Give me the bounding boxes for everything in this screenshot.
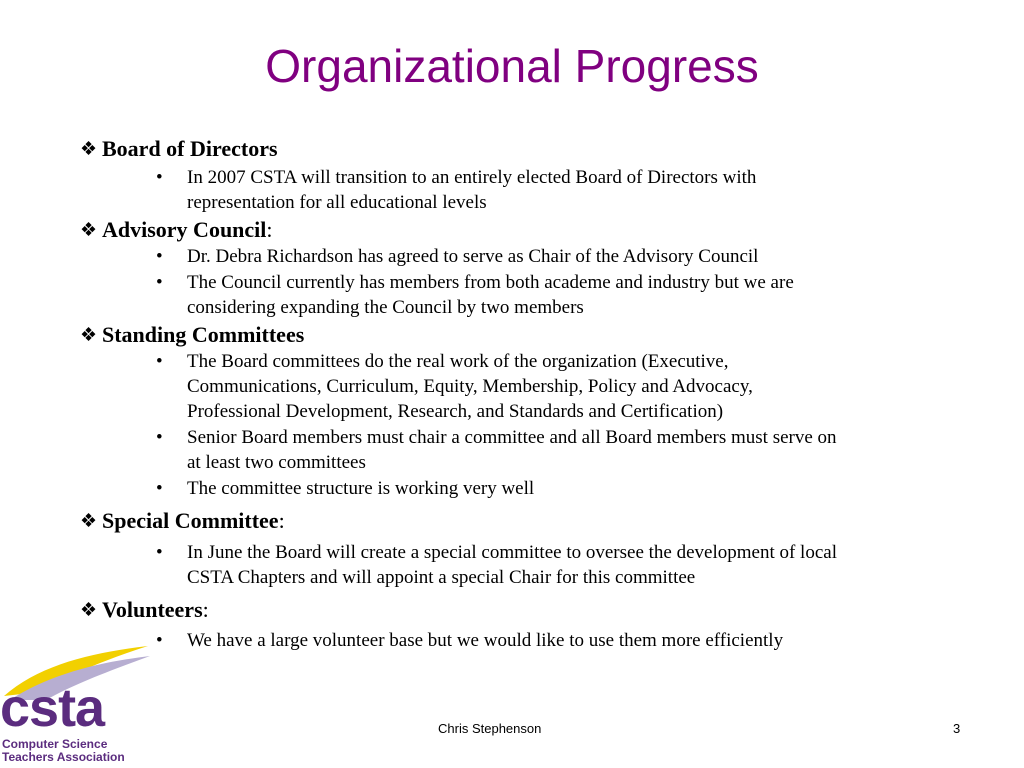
diamond-bullet-icon: ❖ <box>80 220 98 241</box>
bullet-text: The committee structure is working very well <box>187 478 535 499</box>
diamond-bullet-icon: ❖ <box>80 325 98 346</box>
bullet-dot-icon: • <box>156 478 163 499</box>
bullet-text: In June the Board will create a special committee to oversee the development of local CSTA Chapters and will appoint a special Chair for this committee <box>187 542 837 588</box>
section-heading: Volunteers <box>102 597 203 622</box>
section-board-of-directors <box>80 136 278 164</box>
bullet-item <box>156 270 986 320</box>
section-advisory-council <box>80 217 273 245</box>
bullet-item <box>156 425 986 475</box>
bullet-text: In 2007 CSTA will transition to an entirely elected Board of Directors with representation for all educational levels <box>187 167 757 213</box>
section-standing-committees <box>80 322 304 350</box>
bullet-text: The Council currently has members from both academe and industry but we are considering expanding the Council by two members <box>187 272 794 318</box>
bullet-item <box>156 349 986 424</box>
logo-wordmark: csta <box>0 678 105 738</box>
bullet-text: Senior Board members must chair a committee and all Board members must serve on at least two committees <box>187 427 837 473</box>
diamond-bullet-icon: ❖ <box>80 511 98 532</box>
bullet-item <box>156 628 986 653</box>
bullet-dot-icon: • <box>156 246 163 267</box>
bullet-dot-icon: • <box>156 542 163 563</box>
footer-author: Chris Stephenson <box>438 721 542 736</box>
section-heading: Advisory Council <box>102 217 267 242</box>
bullet-dot-icon: • <box>156 351 163 372</box>
section-suffix: : <box>278 508 285 533</box>
bullet-item <box>156 165 986 215</box>
slide-title: Organizational Progress <box>265 40 759 92</box>
bullet-text: We have a large volunteer base but we would like to use them more efficiently <box>187 630 784 651</box>
bullet-dot-icon: • <box>156 630 163 651</box>
section-suffix: : <box>266 217 273 242</box>
bullet-dot-icon: • <box>156 272 163 293</box>
diamond-bullet-icon: ❖ <box>80 600 98 621</box>
section-volunteers <box>80 597 209 625</box>
section-heading: Board of Directors <box>102 136 278 161</box>
bullet-dot-icon: • <box>156 427 163 448</box>
bullet-item <box>156 244 986 269</box>
section-heading: Standing Committees <box>102 322 305 347</box>
bullet-text: The Board committees do the real work of the organization (Executive, Communications, Curriculum, Equity, Membership, Policy and Advocacy, Professional Development, Research, and Standards and Certification) <box>187 351 753 422</box>
section-suffix: : <box>202 597 209 622</box>
bullet-dot-icon: • <box>156 167 163 188</box>
bullet-item <box>156 540 986 590</box>
logo-subtitle-line1: Computer Science <box>2 737 108 751</box>
section-special-committee <box>80 508 285 536</box>
bullet-item <box>156 476 986 501</box>
diamond-bullet-icon: ❖ <box>80 139 98 160</box>
bullet-text: Dr. Debra Richardson has agreed to serve as Chair of the Advisory Council <box>187 246 759 267</box>
logo-subtitle-line2: Teachers Association <box>2 750 125 764</box>
section-heading: Special Committee <box>102 508 279 533</box>
footer-page-number: 3 <box>953 721 961 736</box>
